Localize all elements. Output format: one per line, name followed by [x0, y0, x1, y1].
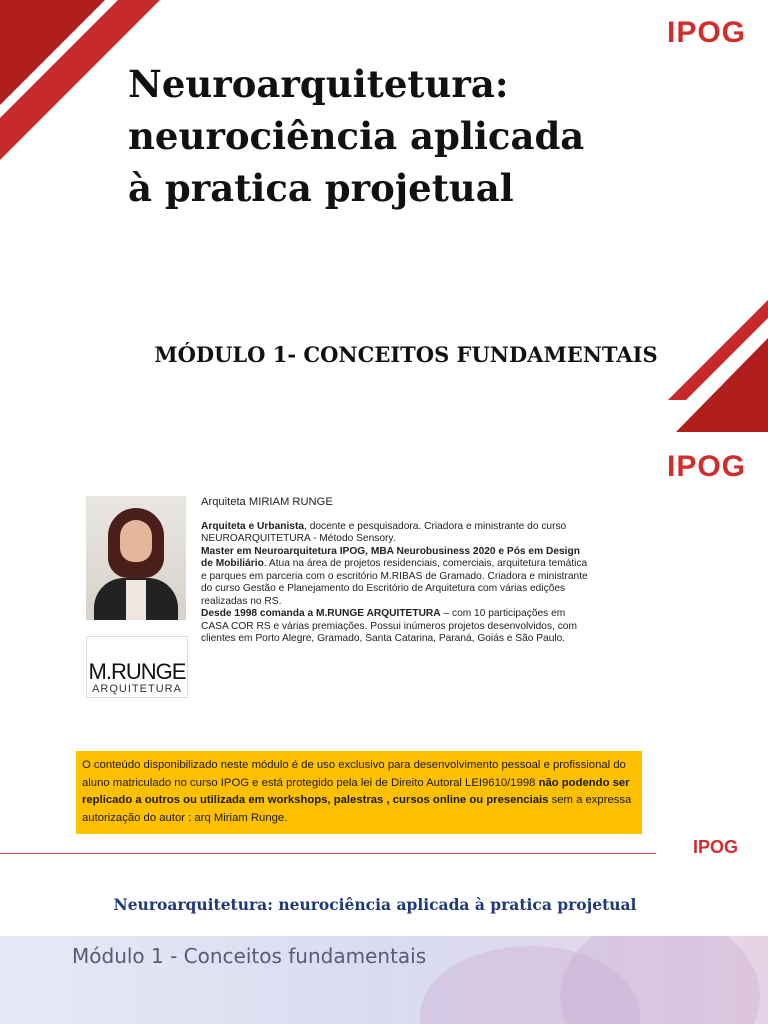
title-line-2: neurociência aplicada — [128, 114, 585, 158]
bio-bold-3: Desde 1998 comanda a M.RUNGE ARQUITETURA — [201, 608, 441, 619]
bio-bold-2: Master em Neuroarquitetura IPOG, MBA Neurobusiness 2020 e Pós em Design de Mobiliário — [201, 545, 580, 569]
page3-title: Neuroarquitetura: neurociência aplicada à pratica projetual — [113, 895, 637, 914]
title-line-3: à pratica projetual — [128, 166, 514, 210]
author-photo — [86, 496, 186, 620]
footer-divider — [0, 853, 656, 854]
mrunge-logo — [86, 636, 188, 698]
copyright-notice — [76, 751, 642, 834]
module-slide — [0, 862, 768, 1024]
author-heading: Arquiteta MIRIAM RUNGE — [201, 496, 333, 508]
module-heading: MÓDULO 1- CONCEITOS FUNDAMENTAIS — [154, 342, 658, 367]
bio-paragraph-2 — [201, 546, 591, 609]
module-banner — [0, 936, 768, 1024]
cover-slide — [0, 0, 768, 432]
bio-paragraph-3 — [201, 608, 591, 646]
bio-bold-1: Arquiteta e Urbanista — [201, 520, 305, 532]
author-bio — [201, 496, 591, 646]
page3-module: Módulo 1 - Conceitos fundamentais — [72, 944, 427, 968]
mrunge-logo-sub: ARQUITETURA — [92, 683, 182, 695]
mrunge-logo-name: M.RUNGE — [88, 659, 186, 684]
ipog-logo: IPOG — [666, 450, 746, 483]
author-slide — [0, 432, 768, 862]
notice-text-2: sem a expressa autorização do autor : arq Miriam Runge. — [82, 794, 632, 824]
footer-ipog-logo: IPOG — [692, 837, 738, 857]
bio-paragraph-1 — [201, 521, 591, 546]
title-line-1: Neuroarquitetura: — [128, 62, 509, 106]
bio-text-3: – com 10 participações em CASA COR RS e várias premiações. Possui inúmeros projetos desenvolvidos, com clientes em Porto Alegre, Gramado, Santa Catarina, Paraná, Goiás e São Paulo. — [201, 608, 577, 644]
ipog-logo: IPOG — [666, 16, 746, 49]
notice-bold: não podendo ser replicado a outros ou utilizada em workshops, palestras , cursos online ou presenciais — [82, 776, 630, 806]
cover-title — [128, 58, 748, 214]
bio-text-2: . Atua na área de projetos residenciais, comerciais, arquitetura temática e parques em parceria com o escritório M.RIBAS de Gramado. Criadora e ministrante do curso Gestão e Planejamento do Escritório de Arquitetura com várias edições realizadas no RS. — [201, 558, 588, 607]
notice-text-1: O conteúdo disponibilizado neste módulo é de uso exclusivo para desenvolvimento pessoal e profissional do aluno matriculado no curso IPOG e está protegido pela lei de Direito Autoral LEI9610/1998 — [82, 759, 626, 789]
bio-text-1: , docente e pesquisadora. Criadora e ministrante do curso NEUROARQUITETURA - Método Sensory. — [201, 520, 567, 544]
